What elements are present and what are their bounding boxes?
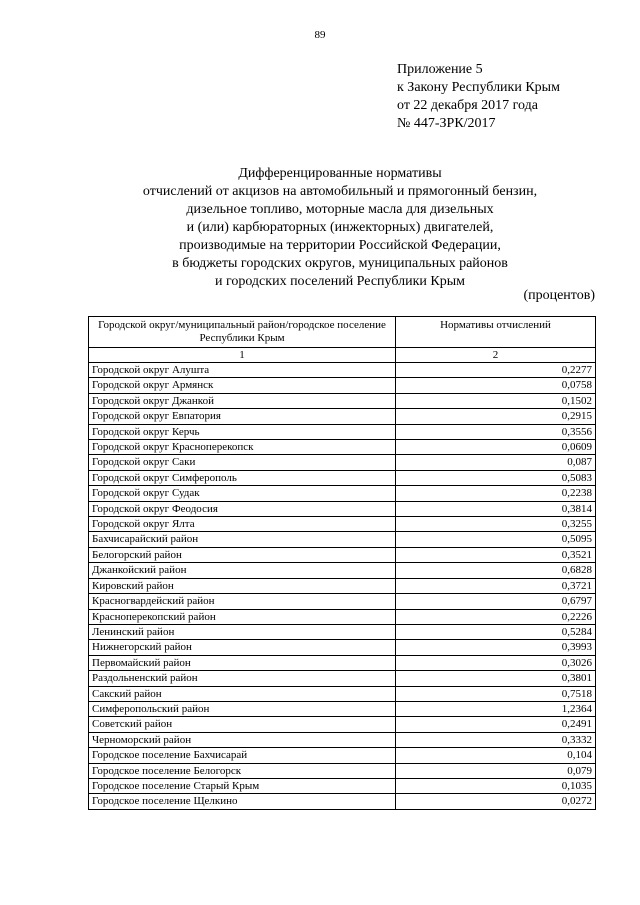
table-row xyxy=(89,701,596,716)
row-municipality-name: Городской округ Евпатория xyxy=(89,409,396,424)
appendix-line: № 447-ЗРК/2017 xyxy=(397,116,496,131)
title-line: Дифференцированные нормативы xyxy=(238,166,442,181)
row-municipality-name: Красногвардейский район xyxy=(89,594,396,609)
page-number: 89 xyxy=(314,29,326,41)
table-row xyxy=(89,717,596,732)
row-norm-value: 0,5095 xyxy=(396,532,596,547)
title-line: отчислений от акцизов на автомобильный и прямогонный бензин, xyxy=(142,184,538,199)
row-municipality-name: Городской округ Судак xyxy=(89,486,396,501)
row-norm-value: 0,3255 xyxy=(396,517,596,532)
row-norm-value: 0,3332 xyxy=(396,732,596,747)
row-norm-value: 0,2226 xyxy=(396,609,596,624)
table-row xyxy=(89,393,596,408)
row-norm-value: 0,5083 xyxy=(396,470,596,485)
row-norm-value: 0,5284 xyxy=(396,624,596,639)
row-norm-value: 0,2277 xyxy=(396,363,596,378)
table-row xyxy=(89,455,596,470)
table-row xyxy=(89,732,596,747)
table-row xyxy=(89,363,596,378)
table-row xyxy=(89,763,596,778)
row-norm-value: 0,6828 xyxy=(396,563,596,578)
row-municipality-name: Городской округ Саки xyxy=(89,455,396,470)
table-row xyxy=(89,609,596,624)
column-number-2: 2 xyxy=(396,348,596,363)
row-municipality-name: Городской округ Симферополь xyxy=(89,470,396,485)
row-municipality-name: Городской округ Армянск xyxy=(89,378,396,393)
table-row xyxy=(89,671,596,686)
row-norm-value: 0,2491 xyxy=(396,717,596,732)
row-municipality-name: Кировский район xyxy=(89,578,396,593)
title-line: и (или) карбюраторных (инжекторных) двигателей, xyxy=(186,220,494,235)
row-norm-value: 0,1502 xyxy=(396,393,596,408)
table-row xyxy=(89,655,596,670)
document-title xyxy=(90,165,590,291)
row-norm-value: 0,079 xyxy=(396,763,596,778)
table-row xyxy=(89,532,596,547)
table-row xyxy=(89,440,596,455)
table-row xyxy=(89,594,596,609)
table-row xyxy=(89,624,596,639)
column-number-1: 1 xyxy=(89,348,396,363)
row-municipality-name: Черноморский район xyxy=(89,732,396,747)
row-municipality-name: Раздольненский район xyxy=(89,671,396,686)
row-norm-value: 0,2238 xyxy=(396,486,596,501)
row-norm-value: 0,3521 xyxy=(396,547,596,562)
column-header-value: Нормативы отчислений xyxy=(396,317,596,348)
table-row xyxy=(89,748,596,763)
row-norm-value: 1,2364 xyxy=(396,701,596,716)
row-norm-value: 0,3993 xyxy=(396,640,596,655)
row-norm-value: 0,0272 xyxy=(396,794,596,809)
table-row xyxy=(89,547,596,562)
table-row xyxy=(89,563,596,578)
title-line: производимые на территории Российской Федерации, xyxy=(179,238,501,253)
row-municipality-name: Городской округ Алушта xyxy=(89,363,396,378)
row-municipality-name: Городской округ Ялта xyxy=(89,517,396,532)
appendix-line: от 22 декабря 2017 года xyxy=(397,98,538,113)
row-municipality-name: Городское поселение Старый Крым xyxy=(89,778,396,793)
row-municipality-name: Первомайский район xyxy=(89,655,396,670)
title-line: дизельное топливо, моторные масла для дизельных xyxy=(186,202,494,217)
row-norm-value: 0,3556 xyxy=(396,424,596,439)
row-municipality-name: Городской округ Красноперекопск xyxy=(89,440,396,455)
row-norm-value: 0,7518 xyxy=(396,686,596,701)
row-norm-value: 0,3814 xyxy=(396,501,596,516)
table-row xyxy=(89,486,596,501)
units-label: (процентов) xyxy=(523,288,595,303)
row-municipality-name: Городское поселение Белогорск xyxy=(89,763,396,778)
title-line: и городских поселений Республики Крым xyxy=(214,274,466,289)
row-municipality-name: Симферопольский район xyxy=(89,701,396,716)
table-row xyxy=(89,794,596,809)
row-municipality-name: Городское поселение Щелкино xyxy=(89,794,396,809)
table-row xyxy=(89,640,596,655)
row-norm-value: 0,104 xyxy=(396,748,596,763)
row-municipality-name: Советский район xyxy=(89,717,396,732)
norms-table xyxy=(88,316,596,810)
appendix-reference xyxy=(397,61,560,133)
table-row xyxy=(89,424,596,439)
row-municipality-name: Городской округ Керчь xyxy=(89,424,396,439)
table-row xyxy=(89,578,596,593)
row-norm-value: 0,0758 xyxy=(396,378,596,393)
row-municipality-name: Городское поселение Бахчисарай xyxy=(89,748,396,763)
row-municipality-name: Бахчисарайский район xyxy=(89,532,396,547)
table-row xyxy=(89,501,596,516)
row-norm-value: 0,2915 xyxy=(396,409,596,424)
row-municipality-name: Нижнегорский район xyxy=(89,640,396,655)
title-line: в бюджеты городских округов, муниципальных районов xyxy=(172,256,508,271)
table-body xyxy=(89,363,596,810)
row-municipality-name: Белогорский район xyxy=(89,547,396,562)
row-municipality-name: Городской округ Джанкой xyxy=(89,393,396,408)
table-row xyxy=(89,409,596,424)
row-municipality-name: Джанкойский район xyxy=(89,563,396,578)
row-norm-value: 0,0609 xyxy=(396,440,596,455)
table-row xyxy=(89,378,596,393)
row-norm-value: 0,087 xyxy=(396,455,596,470)
row-municipality-name: Сакский район xyxy=(89,686,396,701)
appendix-line: Приложение 5 xyxy=(397,62,483,77)
row-norm-value: 0,6797 xyxy=(396,594,596,609)
row-municipality-name: Красноперекопский район xyxy=(89,609,396,624)
row-norm-value: 0,1035 xyxy=(396,778,596,793)
column-header-name: Городской округ/муниципальный район/городское поселение Республики Крым xyxy=(89,317,396,348)
table-row xyxy=(89,470,596,485)
row-norm-value: 0,3721 xyxy=(396,578,596,593)
row-municipality-name: Городской округ Феодосия xyxy=(89,501,396,516)
row-norm-value: 0,3801 xyxy=(396,671,596,686)
table-row xyxy=(89,686,596,701)
row-municipality-name: Ленинский район xyxy=(89,624,396,639)
table-row xyxy=(89,517,596,532)
table-row xyxy=(89,778,596,793)
row-norm-value: 0,3026 xyxy=(396,655,596,670)
appendix-line: к Закону Республики Крым xyxy=(397,80,560,95)
